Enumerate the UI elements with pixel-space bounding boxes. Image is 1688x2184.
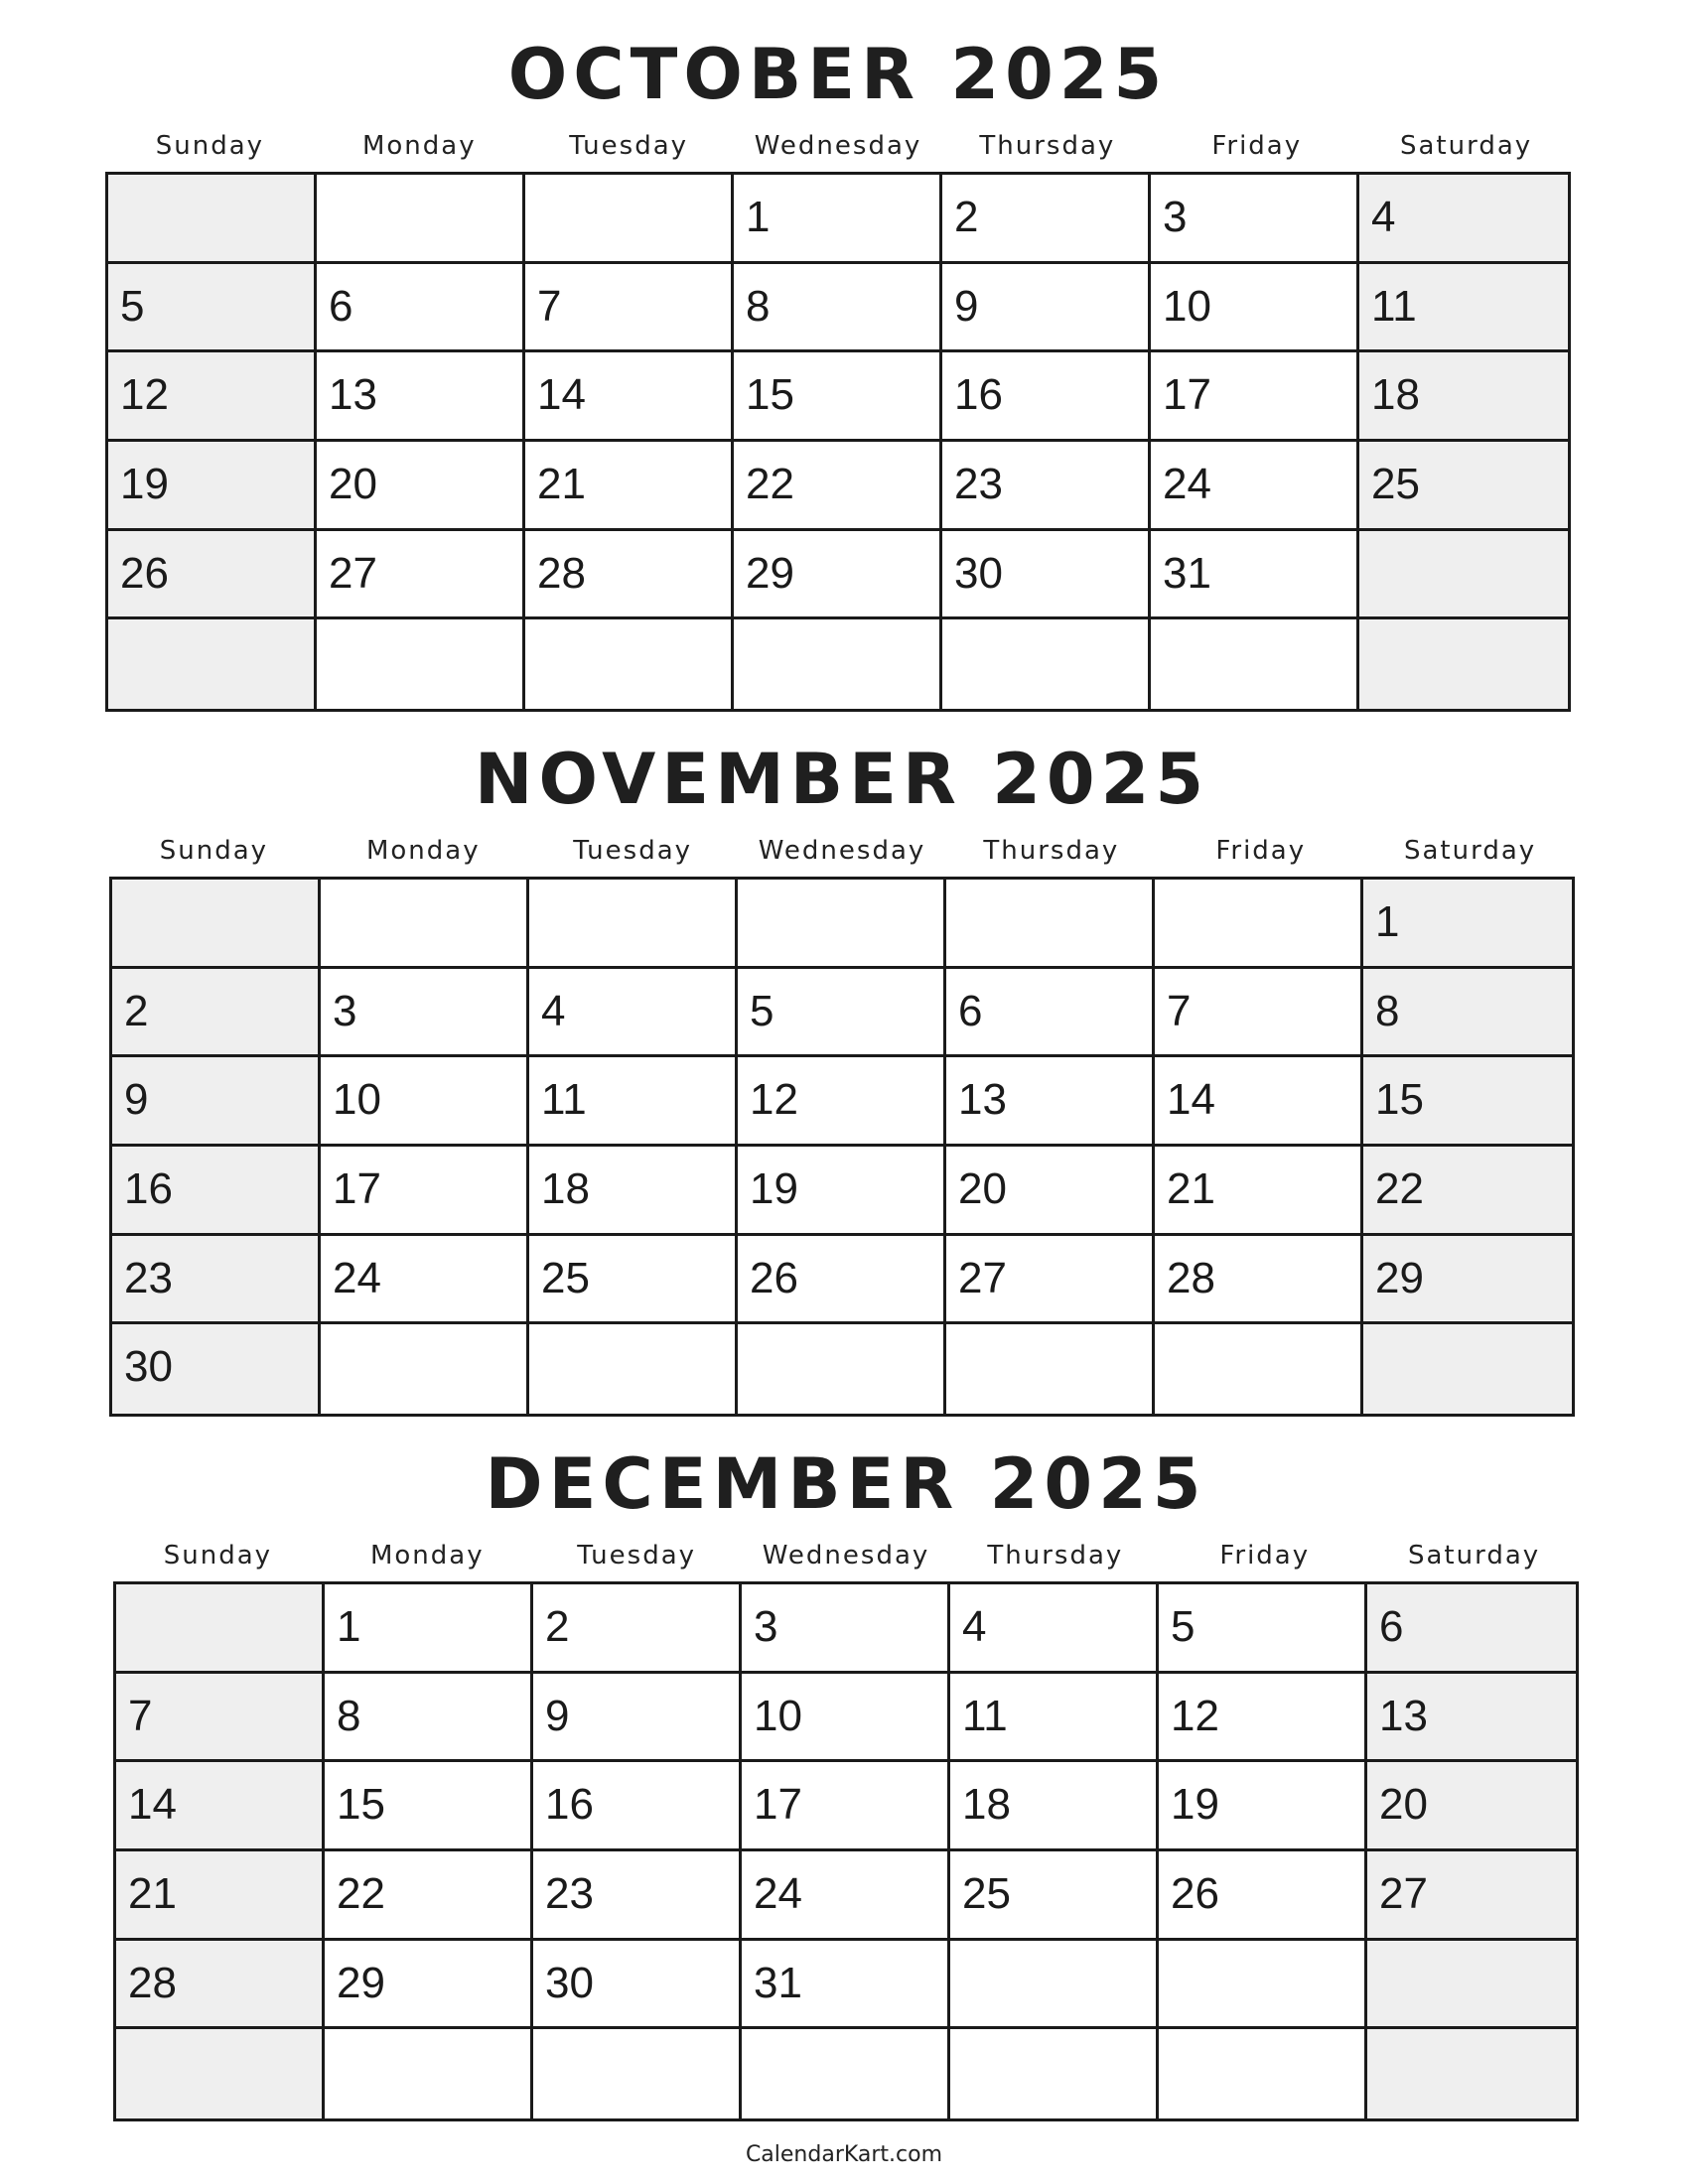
month-december bbox=[113, 1439, 1579, 2134]
day-cell bbox=[525, 264, 734, 353]
day-number: 29 bbox=[337, 1958, 385, 2007]
day-number: 7 bbox=[1167, 986, 1192, 1035]
day-cell bbox=[321, 1324, 529, 1414]
month-title: DECEMBER 2025 bbox=[485, 1443, 1207, 1525]
weekday-label: Thursday bbox=[987, 1541, 1124, 1570]
month-title: OCTOBER 2025 bbox=[507, 34, 1169, 115]
day-cell bbox=[112, 1057, 321, 1147]
weekday-label: Saturday bbox=[1400, 131, 1533, 161]
day-number: 23 bbox=[954, 459, 1003, 508]
day-number: 17 bbox=[1163, 370, 1211, 420]
day-cell bbox=[108, 531, 317, 620]
day-number: 1 bbox=[746, 193, 771, 241]
day-cell bbox=[950, 1762, 1159, 1851]
day-cell bbox=[942, 264, 1151, 353]
day-number: 8 bbox=[337, 1691, 361, 1740]
weekday-label: Thursday bbox=[983, 836, 1120, 866]
weekday-label: Saturday bbox=[1408, 1541, 1541, 1570]
day-number: 22 bbox=[1375, 1163, 1424, 1213]
day-number: 24 bbox=[1163, 459, 1211, 508]
day-cell bbox=[108, 352, 317, 442]
day-cell bbox=[1151, 264, 1359, 353]
day-cell bbox=[116, 1584, 325, 1674]
day-cell bbox=[525, 352, 734, 442]
day-cell bbox=[529, 880, 738, 969]
day-cell bbox=[738, 1236, 946, 1325]
day-number: 14 bbox=[1167, 1075, 1215, 1125]
day-cell bbox=[321, 969, 529, 1058]
day-number: 20 bbox=[329, 459, 377, 508]
day-number: 3 bbox=[1163, 193, 1188, 241]
day-number: 17 bbox=[754, 1780, 802, 1830]
day-number: 29 bbox=[1375, 1253, 1424, 1302]
day-cell bbox=[1363, 1147, 1572, 1236]
day-cell bbox=[742, 1584, 950, 1674]
day-number: 28 bbox=[1167, 1253, 1215, 1302]
day-cell bbox=[325, 1941, 533, 2030]
day-number: 1 bbox=[1375, 897, 1400, 946]
day-cell bbox=[1155, 1147, 1363, 1236]
day-cell bbox=[1359, 264, 1568, 353]
day-cell bbox=[950, 2029, 1159, 2118]
day-cell bbox=[742, 2029, 950, 2118]
day-cell bbox=[321, 1057, 529, 1147]
day-cell bbox=[533, 1851, 742, 1941]
day-number: 16 bbox=[545, 1780, 594, 1830]
day-cell bbox=[1367, 1674, 1576, 1763]
day-number: 15 bbox=[337, 1780, 385, 1830]
day-cell bbox=[325, 1674, 533, 1763]
day-cell bbox=[116, 1762, 325, 1851]
day-cell bbox=[1159, 1762, 1367, 1851]
day-cell bbox=[529, 1324, 738, 1414]
day-cell bbox=[1359, 619, 1568, 709]
day-cell bbox=[1159, 1851, 1367, 1941]
day-cell bbox=[317, 175, 525, 264]
day-number: 25 bbox=[962, 1868, 1011, 1918]
weekday-label: Sunday bbox=[163, 1541, 273, 1570]
day-number: 18 bbox=[541, 1163, 590, 1213]
day-number: 27 bbox=[958, 1253, 1007, 1302]
day-cell bbox=[112, 969, 321, 1058]
day-number: 12 bbox=[750, 1075, 798, 1125]
day-cell bbox=[946, 1324, 1155, 1414]
day-cell bbox=[1159, 1584, 1367, 1674]
weekday-label: Tuesday bbox=[573, 836, 693, 866]
day-cell bbox=[529, 1057, 738, 1147]
day-cell bbox=[1367, 2029, 1576, 2118]
weekday-label: Monday bbox=[365, 836, 481, 866]
day-cell bbox=[1151, 619, 1359, 709]
day-number: 7 bbox=[537, 281, 562, 331]
day-cell bbox=[1359, 442, 1568, 531]
day-cell bbox=[325, 1851, 533, 1941]
day-number: 25 bbox=[1371, 459, 1420, 508]
day-cell bbox=[1155, 1236, 1363, 1325]
day-number: 3 bbox=[333, 986, 357, 1035]
weekday-label: Friday bbox=[1219, 1541, 1311, 1570]
day-number: 12 bbox=[1171, 1691, 1219, 1740]
calendar-grid bbox=[109, 877, 1575, 1417]
day-number: 28 bbox=[128, 1958, 177, 2007]
day-cell bbox=[946, 1147, 1155, 1236]
day-cell bbox=[734, 531, 942, 620]
day-number: 2 bbox=[124, 986, 149, 1035]
day-number: 11 bbox=[1371, 281, 1417, 331]
day-cell bbox=[317, 442, 525, 531]
day-number: 30 bbox=[545, 1958, 594, 2007]
day-number: 26 bbox=[1171, 1868, 1219, 1918]
weekday-label: Friday bbox=[1211, 131, 1303, 161]
day-cell bbox=[1359, 531, 1568, 620]
calendar-grid bbox=[113, 1581, 1579, 2121]
day-number: 19 bbox=[120, 459, 169, 508]
day-cell bbox=[533, 1674, 742, 1763]
day-cell bbox=[950, 1584, 1159, 1674]
day-number: 7 bbox=[128, 1691, 153, 1740]
day-number: 24 bbox=[333, 1253, 381, 1302]
day-cell bbox=[942, 619, 1151, 709]
day-cell bbox=[325, 1762, 533, 1851]
weekday-label: Monday bbox=[361, 131, 477, 161]
day-cell bbox=[317, 352, 525, 442]
day-cell bbox=[116, 2029, 325, 2118]
day-number: 20 bbox=[958, 1163, 1007, 1213]
day-cell bbox=[738, 1324, 946, 1414]
day-cell bbox=[734, 264, 942, 353]
weekday-label: Sunday bbox=[155, 131, 265, 161]
day-cell bbox=[1159, 1941, 1367, 2030]
weekday-label: Monday bbox=[369, 1541, 485, 1570]
day-number: 5 bbox=[750, 986, 774, 1035]
day-cell bbox=[1363, 1057, 1572, 1147]
day-number: 21 bbox=[128, 1868, 177, 1918]
day-cell bbox=[1159, 2029, 1367, 2118]
day-number: 13 bbox=[1379, 1691, 1428, 1740]
day-number: 3 bbox=[754, 1602, 778, 1651]
day-number: 21 bbox=[1167, 1163, 1215, 1213]
day-number: 6 bbox=[329, 281, 353, 331]
day-number: 17 bbox=[333, 1163, 381, 1213]
weekday-label: Tuesday bbox=[569, 131, 689, 161]
day-cell bbox=[529, 1236, 738, 1325]
day-number: 18 bbox=[1371, 370, 1420, 420]
weekday-label: Saturday bbox=[1404, 836, 1537, 866]
day-cell bbox=[1159, 1674, 1367, 1763]
day-number: 18 bbox=[962, 1780, 1011, 1830]
weekday-label: Wednesday bbox=[762, 1541, 930, 1570]
day-number: 6 bbox=[958, 986, 983, 1035]
day-cell bbox=[112, 1236, 321, 1325]
day-number: 1 bbox=[337, 1602, 361, 1651]
day-cell bbox=[108, 175, 317, 264]
day-number: 30 bbox=[954, 548, 1003, 598]
day-cell bbox=[317, 619, 525, 709]
day-number: 14 bbox=[128, 1780, 177, 1830]
day-cell bbox=[116, 1674, 325, 1763]
day-number: 10 bbox=[1163, 281, 1211, 331]
weekday-header bbox=[109, 834, 1575, 868]
day-number: 31 bbox=[754, 1958, 802, 2007]
calendar-grid bbox=[105, 172, 1571, 712]
day-cell bbox=[112, 1147, 321, 1236]
day-cell bbox=[108, 619, 317, 709]
day-number: 5 bbox=[120, 281, 145, 331]
day-cell bbox=[946, 1057, 1155, 1147]
day-cell bbox=[1363, 880, 1572, 969]
day-number: 22 bbox=[746, 459, 794, 508]
day-number: 19 bbox=[1171, 1780, 1219, 1830]
day-cell bbox=[942, 175, 1151, 264]
day-number: 9 bbox=[124, 1075, 149, 1125]
day-number: 10 bbox=[754, 1691, 802, 1740]
day-number: 11 bbox=[541, 1075, 587, 1125]
day-cell bbox=[1155, 880, 1363, 969]
day-cell bbox=[529, 969, 738, 1058]
weekday-header bbox=[105, 129, 1571, 163]
day-number: 5 bbox=[1171, 1602, 1196, 1651]
day-cell bbox=[525, 531, 734, 620]
day-number: 4 bbox=[541, 986, 566, 1035]
day-number: 24 bbox=[754, 1868, 802, 1918]
day-cell bbox=[525, 175, 734, 264]
day-cell bbox=[942, 442, 1151, 531]
day-number: 29 bbox=[746, 548, 794, 598]
day-cell bbox=[321, 880, 529, 969]
day-number: 6 bbox=[1379, 1602, 1404, 1651]
day-cell bbox=[1155, 1057, 1363, 1147]
day-number: 28 bbox=[537, 548, 586, 598]
day-cell bbox=[525, 442, 734, 531]
day-cell bbox=[325, 1584, 533, 1674]
day-number: 22 bbox=[337, 1868, 385, 1918]
footer-site-name: CalendarKart.com bbox=[745, 2142, 943, 2167]
day-cell bbox=[1151, 352, 1359, 442]
day-cell bbox=[738, 969, 946, 1058]
day-number: 9 bbox=[954, 281, 979, 331]
day-number: 8 bbox=[746, 281, 771, 331]
day-number: 13 bbox=[958, 1075, 1007, 1125]
day-cell bbox=[734, 175, 942, 264]
day-number: 25 bbox=[541, 1253, 590, 1302]
day-number: 19 bbox=[750, 1163, 798, 1213]
day-number: 27 bbox=[329, 548, 377, 598]
day-cell bbox=[112, 880, 321, 969]
day-cell bbox=[734, 352, 942, 442]
day-cell bbox=[1367, 1851, 1576, 1941]
month-october bbox=[105, 30, 1571, 725]
day-cell bbox=[1367, 1584, 1576, 1674]
day-cell bbox=[1367, 1762, 1576, 1851]
day-cell bbox=[742, 1674, 950, 1763]
day-number: 8 bbox=[1375, 986, 1400, 1035]
month-november bbox=[109, 735, 1575, 1430]
day-number: 26 bbox=[750, 1253, 798, 1302]
weekday-label: Tuesday bbox=[577, 1541, 697, 1570]
day-cell bbox=[946, 969, 1155, 1058]
day-cell bbox=[1155, 969, 1363, 1058]
day-cell bbox=[112, 1324, 321, 1414]
day-cell bbox=[317, 531, 525, 620]
day-cell bbox=[321, 1236, 529, 1325]
day-cell bbox=[317, 264, 525, 353]
day-cell bbox=[525, 619, 734, 709]
day-cell bbox=[1151, 442, 1359, 531]
day-cell bbox=[1155, 1324, 1363, 1414]
day-number: 30 bbox=[124, 1342, 173, 1392]
day-cell bbox=[742, 1762, 950, 1851]
day-cell bbox=[1359, 352, 1568, 442]
day-cell bbox=[738, 1147, 946, 1236]
day-number: 13 bbox=[329, 370, 377, 420]
day-number: 4 bbox=[962, 1602, 987, 1651]
day-number: 15 bbox=[746, 370, 794, 420]
day-number: 2 bbox=[545, 1602, 570, 1651]
day-cell bbox=[1367, 1941, 1576, 2030]
day-number: 10 bbox=[333, 1075, 381, 1125]
day-cell bbox=[734, 442, 942, 531]
weekday-label: Wednesday bbox=[758, 836, 926, 866]
day-cell bbox=[533, 2029, 742, 2118]
day-number: 14 bbox=[537, 370, 586, 420]
day-number: 23 bbox=[545, 1868, 594, 1918]
day-cell bbox=[742, 1851, 950, 1941]
day-number: 4 bbox=[1371, 193, 1396, 241]
day-number: 23 bbox=[124, 1253, 173, 1302]
day-cell bbox=[946, 880, 1155, 969]
day-cell bbox=[116, 1851, 325, 1941]
day-cell bbox=[1359, 175, 1568, 264]
day-cell bbox=[1363, 969, 1572, 1058]
day-cell bbox=[946, 1236, 1155, 1325]
day-number: 11 bbox=[962, 1691, 1008, 1740]
day-cell bbox=[108, 264, 317, 353]
day-number: 9 bbox=[545, 1691, 570, 1740]
weekday-header bbox=[113, 1539, 1579, 1572]
day-cell bbox=[529, 1147, 738, 1236]
day-cell bbox=[942, 531, 1151, 620]
day-cell bbox=[1151, 175, 1359, 264]
day-cell bbox=[742, 1941, 950, 2030]
month-title: NOVEMBER 2025 bbox=[474, 739, 1210, 820]
day-cell bbox=[950, 1941, 1159, 2030]
day-cell bbox=[1363, 1236, 1572, 1325]
day-cell bbox=[325, 2029, 533, 2118]
day-number: 27 bbox=[1379, 1868, 1428, 1918]
day-number: 12 bbox=[120, 370, 169, 420]
weekday-label: Sunday bbox=[159, 836, 269, 866]
day-number: 16 bbox=[124, 1163, 173, 1213]
weekday-label: Friday bbox=[1215, 836, 1307, 866]
day-cell bbox=[1363, 1324, 1572, 1414]
weekday-label: Wednesday bbox=[754, 131, 922, 161]
day-cell bbox=[734, 619, 942, 709]
day-cell bbox=[738, 1057, 946, 1147]
day-number: 26 bbox=[120, 548, 169, 598]
day-number: 31 bbox=[1163, 548, 1211, 598]
day-cell bbox=[533, 1941, 742, 2030]
weekday-label: Thursday bbox=[979, 131, 1116, 161]
day-cell bbox=[108, 442, 317, 531]
day-number: 15 bbox=[1375, 1075, 1424, 1125]
day-number: 16 bbox=[954, 370, 1003, 420]
day-number: 2 bbox=[954, 193, 979, 241]
day-cell bbox=[533, 1584, 742, 1674]
day-cell bbox=[950, 1851, 1159, 1941]
day-cell bbox=[1151, 531, 1359, 620]
day-cell bbox=[942, 352, 1151, 442]
day-cell bbox=[321, 1147, 529, 1236]
day-cell bbox=[950, 1674, 1159, 1763]
day-cell bbox=[738, 880, 946, 969]
day-cell bbox=[533, 1762, 742, 1851]
day-number: 21 bbox=[537, 459, 586, 508]
day-cell bbox=[116, 1941, 325, 2030]
day-number: 20 bbox=[1379, 1780, 1428, 1830]
